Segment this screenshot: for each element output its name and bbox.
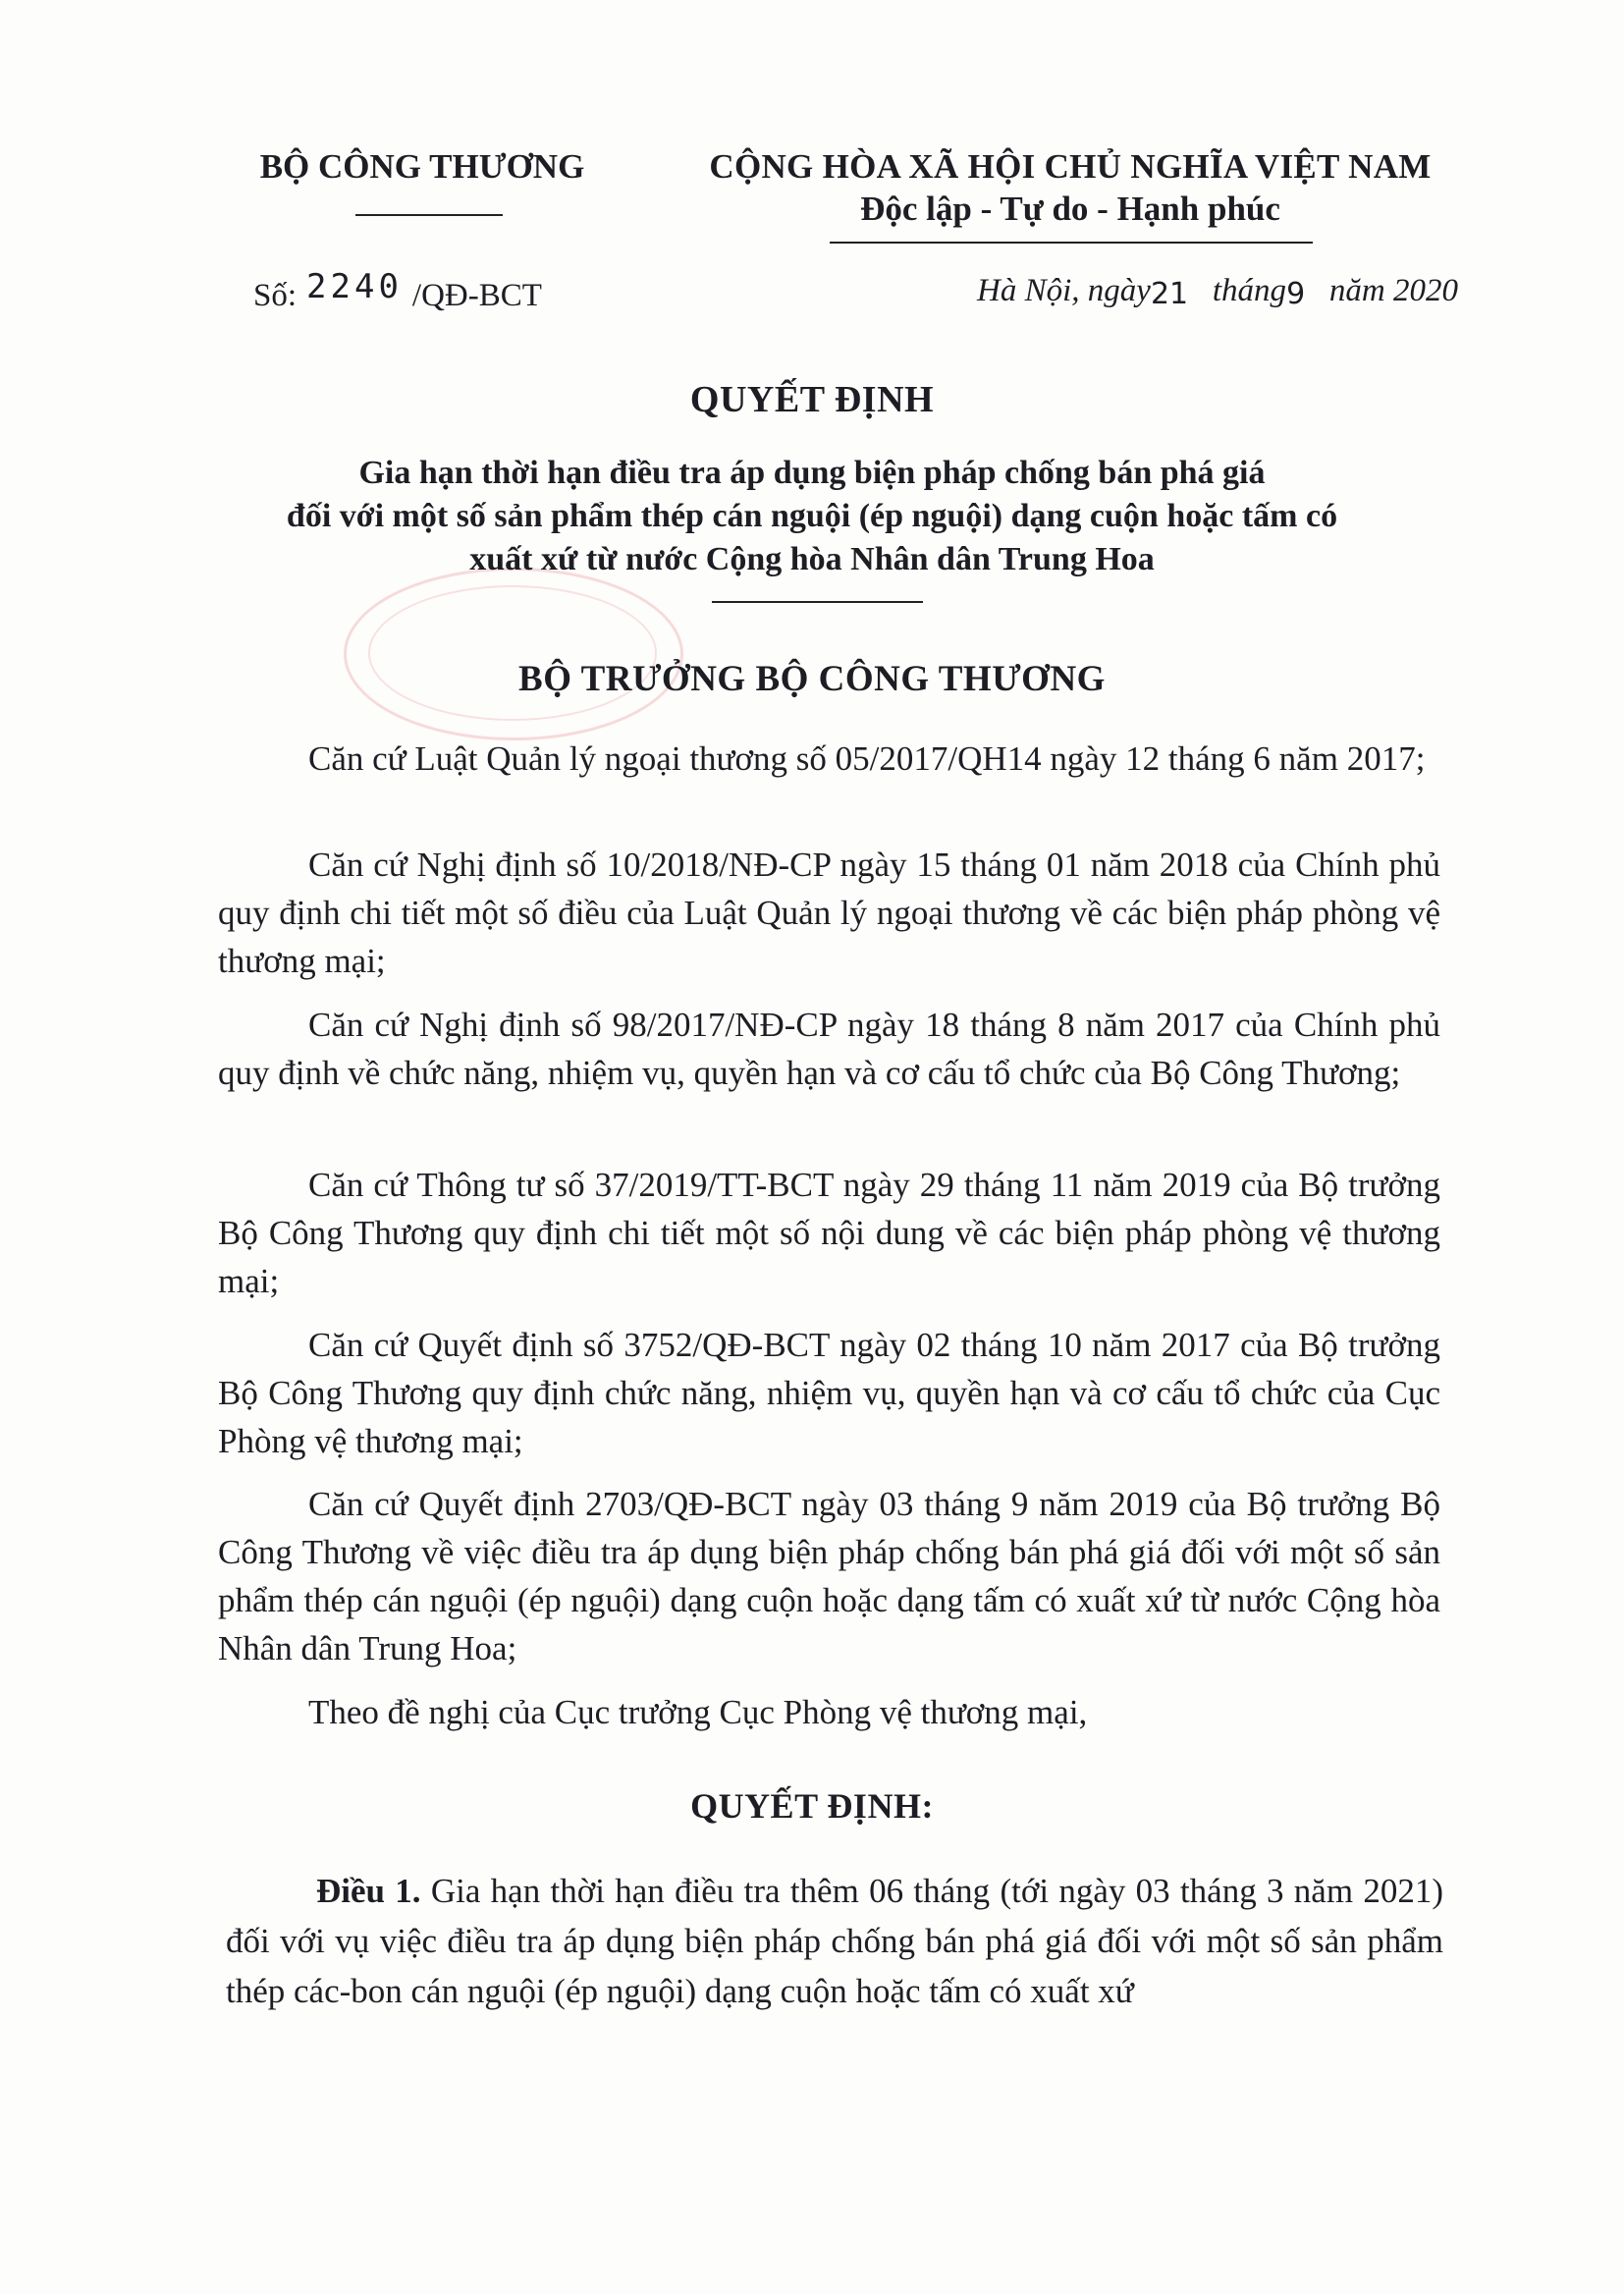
document-title: QUYẾT ĐỊNH bbox=[689, 379, 935, 420]
date-month: 9 bbox=[1286, 277, 1306, 311]
article-1-label: Điều 1. bbox=[316, 1872, 421, 1910]
subtitle-line: xuất xứ từ nước Cộng hòa Nhân dân Trung Hoa bbox=[469, 541, 1155, 577]
date-day: 21 bbox=[1150, 277, 1189, 311]
subtitle-underline bbox=[712, 601, 923, 603]
subtitle-line: đối với một số sản phẩm thép cán nguội (ép nguội) dạng cuộn hoặc tấm có bbox=[286, 498, 1338, 534]
preamble-paragraph: Căn cứ Luật Quản lý ngoại thương số 05/2017/QH14 ngày 12 tháng 6 năm 2017; bbox=[308, 739, 1426, 778]
preamble-paragraph: Căn cứ Nghị định số 10/2018/NĐ-CP ngày 15 tháng 01 năm 2018 của Chính phủ quy định chi tiết một số điều của Luật Quản lý ngoại thương về các biện pháp phòng vệ thương mại; bbox=[218, 846, 1440, 980]
article-1-text: Gia hạn thời hạn điều tra thêm 06 tháng (tới ngày 03 tháng 3 năm 2021) đối với vụ việc điều tra áp dụng biện pháp chống bán phá giá đối với một số sản phẩm thép các-bon cán nguội (ép nguội) dạng cuộn hoặc tấm có xuất xứ bbox=[226, 1872, 1444, 2010]
motto-underline bbox=[830, 242, 1313, 244]
faded-seal-inner-ring bbox=[368, 585, 657, 721]
article-1 bbox=[226, 1866, 1443, 2016]
date-place: Hà Nội, ngày bbox=[977, 273, 1151, 308]
issue-date bbox=[923, 273, 1458, 309]
date-month-label: tháng bbox=[1212, 273, 1287, 308]
preamble-paragraph: Căn cứ Quyết định 2703/QĐ-BCT ngày 03 tháng 9 năm 2019 của Bộ trưởng Bộ Công Thương về việc điều tra áp dụng biện pháp chống bán phá giá đối với một số sản phẩm thép cán nguội (ép nguội) dạng cuộn hoặc dạng tấm có xuất xứ từ nước Cộng hòa Nhân dân Trung Hoa; bbox=[218, 1485, 1440, 1667]
date-year: năm 2020 bbox=[1328, 273, 1458, 308]
preamble-paragraph: Căn cứ Nghị định số 98/2017/NĐ-CP ngày 18 tháng 8 năm 2017 của Chính phủ quy định về chức năng, nhiệm vụ, quyền hạn và cơ cấu tổ chức của Bộ Công Thương; bbox=[218, 1006, 1440, 1092]
document-subtitle bbox=[167, 452, 1457, 581]
doc-no-suffix: /QĐ-BCT bbox=[411, 278, 542, 313]
preamble-paragraph: Căn cứ Quyết định số 3752/QĐ-BCT ngày 02 tháng 10 năm 2017 của Bộ trưởng Bộ Công Thương quy định chức năng, nhiệm vụ, quyền hạn và cơ cấu tổ chức của Cục Phòng vệ thương mại; bbox=[218, 1326, 1440, 1460]
issuing-agency: BỘ CÔNG THƯƠNG bbox=[259, 147, 585, 186]
preamble-paragraph: Theo đề nghị của Cục trưởng Cục Phòng vệ thương mại, bbox=[308, 1693, 1088, 1731]
subtitle-line: Gia hạn thời hạn điều tra áp dụng biện pháp chống bán phá giá bbox=[358, 455, 1266, 491]
preamble-paragraph: Căn cứ Thông tư số 37/2019/TT-BCT ngày 29 tháng 11 năm 2019 của Bộ trưởng Bộ Công Thương quy định chi tiết một số nội dung về các biện pháp phòng vệ thương mại; bbox=[218, 1166, 1440, 1300]
decision-heading: QUYẾT ĐỊNH: bbox=[690, 1786, 934, 1826]
national-title: CỘNG HÒA XÃ HỘI CHỦ NGHĨA VIỆT NAM bbox=[709, 147, 1432, 186]
national-motto: Độc lập - Tự do - Hạnh phúc bbox=[860, 190, 1280, 228]
doc-no-prefix: Số: bbox=[253, 278, 298, 313]
authority-heading: BỘ TRƯỞNG BỘ CÔNG THƯƠNG bbox=[518, 659, 1106, 699]
document-number bbox=[253, 267, 542, 314]
doc-no-value: 2240 bbox=[306, 267, 403, 306]
agency-underline bbox=[355, 214, 503, 216]
